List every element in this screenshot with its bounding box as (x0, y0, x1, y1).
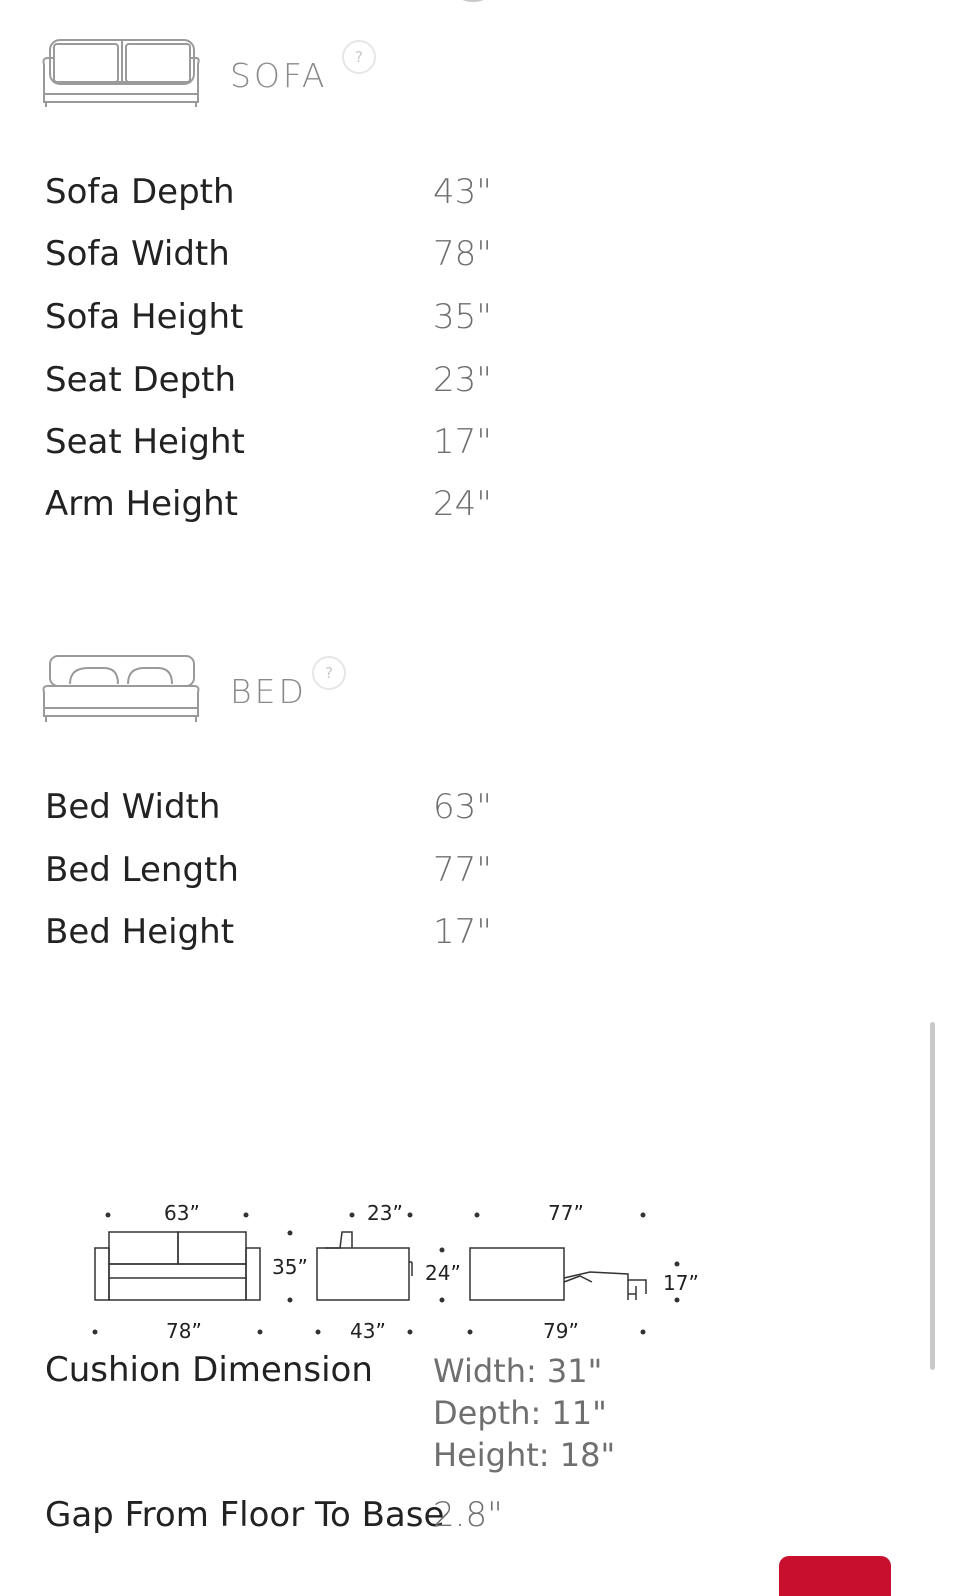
spec-value: 35" (433, 297, 492, 337)
scrollbar[interactable] (930, 1022, 935, 1370)
spec-row-sofa-width (45, 234, 745, 294)
diagram-label-bed-top: 77” (548, 1201, 584, 1225)
spec-row-bed-height (45, 912, 745, 972)
spec-label: Sofa Width (45, 234, 230, 274)
spec-row-sofa-height (45, 297, 745, 357)
spec-row-seat-depth (45, 360, 745, 420)
cushion-width: Width: 31" (433, 1352, 603, 1390)
top-indicator (458, 0, 488, 2)
diagram-label-front-height: 35” (272, 1255, 308, 1279)
spec-value: 78" (433, 234, 492, 274)
spec-label: Seat Height (45, 422, 245, 462)
spec-value: 63" (433, 787, 492, 827)
cushion-height: Height: 18" (433, 1436, 616, 1474)
cushion-depth: Depth: 11" (433, 1394, 607, 1432)
spec-row-bed-width (45, 787, 745, 847)
sofa-title: SOFA (230, 56, 328, 95)
spec-value: 24" (433, 484, 492, 524)
spec-row-arm-height (45, 484, 745, 544)
spec-label: Cushion Dimension (45, 1350, 373, 1390)
spec-row-cushion (45, 1350, 745, 1410)
spec-row-seat-height (45, 422, 745, 482)
spec-label: Sofa Height (45, 297, 244, 337)
sofa-section-header (40, 36, 440, 116)
diagram-label-side-top: 23” (367, 1201, 403, 1225)
action-button[interactable] (779, 1556, 891, 1596)
diagram-label-front-top: 63” (164, 1201, 200, 1225)
diagram-label-bed-height: 17” (663, 1271, 699, 1295)
spec-label: Arm Height (45, 484, 238, 524)
sofa-help-icon[interactable]: ? (342, 40, 376, 74)
spec-value: 17" (433, 422, 492, 462)
diagram-label-side-height: 24” (425, 1261, 461, 1285)
spec-label: Seat Depth (45, 360, 237, 400)
diagram-label-bed-bottom: 79” (543, 1319, 579, 1343)
diagram-label-front-bottom: 78” (166, 1319, 202, 1343)
cushion-values (433, 1350, 615, 1476)
spec-row-bed-length (45, 850, 745, 910)
spec-value: 17" (433, 912, 492, 952)
spec-label: Bed Height (45, 912, 235, 952)
spec-value: 2.8" (433, 1495, 503, 1535)
bed-help-icon[interactable]: ? (312, 656, 346, 690)
spec-row-sofa-depth (45, 172, 745, 232)
dimension-diagram (80, 1190, 720, 1350)
spec-label: Sofa Depth (45, 172, 235, 212)
spec-label: Gap From Floor To Base (45, 1495, 445, 1535)
bed-section-header (40, 652, 440, 732)
spec-label: Bed Length (45, 850, 239, 890)
bed-title: BED (230, 672, 307, 711)
diagram-label-side-bottom: 43” (350, 1319, 386, 1343)
bed-icon (40, 652, 202, 726)
spec-value: 43" (433, 172, 492, 212)
spec-label: Bed Width (45, 787, 221, 827)
spec-value: 23" (433, 360, 492, 400)
spec-row-gap (45, 1495, 745, 1555)
spec-value: 77" (433, 850, 492, 890)
sofa-icon (40, 36, 202, 110)
